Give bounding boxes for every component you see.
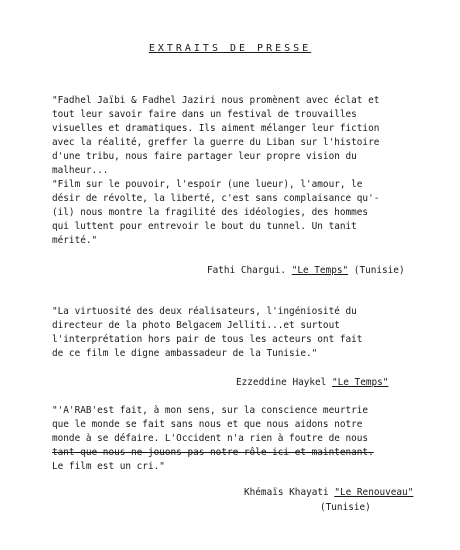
quote-line: tant que nous ne jouons pas notre rôle ici et maintenant. (52, 447, 374, 458)
quote-line: que le monde se fait sans nous et que nous aidons notre (52, 419, 363, 430)
quote-line: l'interprétation hors pair de tous les acteurs ont fait (52, 334, 363, 345)
attribution-country: (Tunisie) (353, 265, 405, 276)
press-quote-1 (52, 94, 442, 248)
page-title-text: EXTRAITS DE PRESSE (148, 43, 312, 54)
page-title (0, 43, 460, 54)
attribution-author: Ezzeddine Haykel (236, 377, 327, 388)
quote-line: désir de révolte, la liberté, c'est sans complaisance qu'- (52, 193, 380, 204)
quote-line: malheur... (52, 165, 109, 176)
attribution-country: (Tunisie) (320, 502, 371, 513)
quote-line: avec la réalité, greffer la guerre du Liban sur l'histoire (52, 137, 380, 148)
quote-line: d'une tribu, nous faire partager leur propre vision du (52, 151, 357, 162)
quote-line: de ce film le digne ambassadeur de la Tunisie." (52, 348, 318, 359)
attribution-author: Fathi Chargui. (207, 265, 287, 276)
attribution-author: Khémaïs Khayati (244, 487, 329, 498)
quote-line: qui luttent pour entrevoir le bout du tunnel. Un tanit (52, 221, 357, 232)
press-attribution-3 (244, 487, 413, 498)
press-attribution-2 (236, 377, 388, 388)
attribution-country-3 (320, 502, 371, 513)
quote-line: monde à se défaire. L'Occident n'a rien à foutre de nous (52, 433, 369, 444)
quote-line: Le film est un cri." (52, 461, 165, 472)
attribution-source: "Le Temps" (331, 377, 389, 388)
quote-line: visuelles et dramatiques. Ils aiment mélanger leur fiction (52, 123, 380, 134)
quote-line: directeur de la photo Belgacem Jelliti...et surtout (52, 320, 340, 331)
quote-line: "La virtuosité des deux réalisateurs, l'ingéniosité du (52, 306, 357, 317)
press-quote-3 (52, 404, 442, 474)
quote-line: mérité." (52, 235, 98, 246)
quote-line: "Film sur le pouvoir, l'espoir (une lueur), l'amour, le (52, 179, 363, 190)
quote-line: "'A'RAB'est fait, à mon sens, sur la conscience meurtrie (52, 405, 369, 416)
attribution-source: "Le Renouveau" (334, 487, 414, 498)
attribution-source: "Le Temps" (291, 265, 349, 276)
quote-line: tout leur savoir faire dans un festival de trouvailles (52, 109, 357, 120)
press-attribution-1 (207, 265, 405, 276)
quote-line: "Fadhel Jaïbi & Fadhel Jaziri nous promènent avec éclat et (52, 95, 380, 106)
press-quote-2 (52, 305, 442, 361)
quote-line: (il) nous montre la fragilité des idéologies, des hommes (52, 207, 369, 218)
